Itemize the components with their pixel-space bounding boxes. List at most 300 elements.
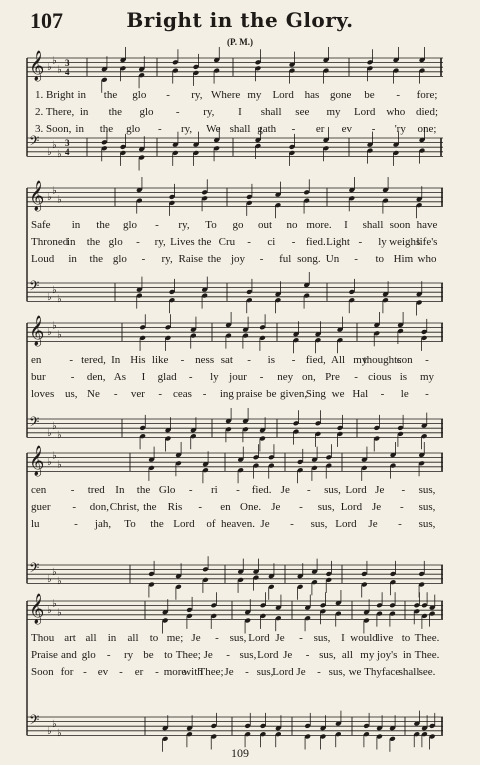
lyric-syllable: Soon [31, 666, 54, 679]
music-system [27, 445, 443, 589]
lyric-syllable: weighs [389, 236, 421, 249]
lyric-syllable: be [143, 649, 154, 662]
lyric-syllable: I [341, 632, 345, 645]
lyric-syllable: er [315, 123, 325, 136]
staff [27, 560, 443, 587]
lyric-syllable: ry, [161, 253, 173, 266]
lyric-syllable: to [164, 649, 173, 662]
lyric-syllable: for [60, 666, 74, 679]
notes [136, 177, 423, 218]
lyric-syllable: His [130, 354, 146, 367]
lyric-syllable: - [425, 354, 429, 367]
lyric-syllable: glo [126, 123, 141, 136]
bass-clef: 𝄢 [29, 278, 40, 297]
lyric-line-verse-2 [27, 105, 443, 120]
lyric-syllable: - [119, 666, 123, 679]
treble-clef: 𝄞 [29, 51, 45, 81]
flat-sign: ♭ [57, 329, 62, 341]
lyric-syllable: life's [416, 236, 438, 249]
lyric-syllable: To [205, 219, 217, 232]
lyric-syllable: - [259, 371, 264, 384]
bass-clef: 𝄢 [29, 712, 40, 731]
lyric-line-verse-2 [27, 235, 443, 250]
treble-clef: 𝄞 [29, 446, 45, 476]
lyric-syllable: glad [157, 371, 177, 384]
lyric-syllable: ry, [180, 123, 193, 136]
lyric-syllable: sus, [319, 649, 336, 662]
lyric-syllable: sus, [418, 501, 436, 514]
flat-sign: ♭ [47, 146, 52, 158]
lyric-line-verse-1 [27, 631, 443, 646]
flat-sign: ♭ [57, 576, 62, 588]
flat-sign: ♭ [47, 192, 52, 204]
lyric-syllable: 2. There, [35, 106, 75, 119]
lyric-syllable: sus, [418, 484, 436, 497]
bass-clef: 𝄢 [29, 414, 40, 433]
lyric-syllable: ci [267, 236, 276, 249]
lyric-syllable: Lord [248, 632, 270, 645]
flat-sign: ♭ [57, 430, 62, 442]
lyric-syllable: sus, [324, 484, 341, 497]
lyric-syllable: - [166, 89, 170, 102]
lyric-syllable: 3. Soon, [35, 123, 72, 136]
lyric-syllable: live [376, 632, 394, 645]
meter-label: (P. M.) [227, 37, 253, 47]
lyric-syllable: who [417, 253, 437, 266]
lyric-syllable: Ne [87, 388, 100, 401]
lyric-syllable: don, [89, 501, 110, 514]
lyric-syllable: ver [130, 388, 145, 401]
notes [148, 442, 425, 483]
lyric-syllable: - [70, 484, 75, 497]
lyric-syllable: glo [81, 649, 96, 662]
lyric-syllable: ry, [178, 219, 190, 232]
lyric-syllable: art [64, 632, 76, 645]
lyric-syllable: ry, [191, 89, 203, 102]
notes [136, 272, 423, 316]
flat-sign: ♭ [47, 605, 52, 617]
lyric-syllable: ness [195, 354, 215, 367]
notes [162, 590, 436, 634]
lyric-syllable: - [291, 236, 296, 249]
lyric-syllable: - [175, 106, 180, 119]
lyric-line-verse-3 [27, 122, 443, 137]
lyric-syllable: is [399, 371, 408, 384]
lyric-syllable: - [215, 632, 219, 645]
staff [27, 278, 443, 305]
lyric-syllable: Lord [257, 649, 279, 662]
lyric-line-verse-1 [27, 483, 443, 498]
lyric-syllable: 1. Bright [35, 89, 75, 102]
lyric-syllable: in [402, 649, 412, 662]
lyric-syllable: and [60, 649, 77, 662]
lyric-line-verse-1 [27, 88, 443, 103]
lyric-syllable: den, [86, 371, 106, 384]
lyric-syllable: - [113, 388, 118, 401]
staff [27, 593, 443, 625]
lyric-syllable: - [155, 219, 159, 232]
lyric-syllable: the [108, 106, 123, 119]
lyric-syllable: - [188, 484, 193, 497]
lyric-syllable: my [360, 649, 375, 662]
flat-sign: ♭ [52, 566, 57, 578]
lyric-syllable: To [124, 518, 136, 531]
lyric-syllable: Hal [352, 388, 369, 401]
lyric-syllable: Thee; [175, 649, 201, 662]
lyric-syllable: see. [418, 666, 436, 679]
lyric-syllable: - [106, 649, 111, 662]
lyric-syllable: Thee. [414, 649, 440, 662]
treble-clef: 𝄞 [29, 594, 45, 624]
lyric-syllable: the [96, 219, 110, 232]
lyric-syllable: heaven. [221, 518, 255, 531]
bass-clef: 𝄢 [29, 133, 40, 152]
lyric-syllable: - [398, 518, 402, 531]
lyric-syllable: more. [306, 219, 332, 232]
lyric-syllable: Raise [178, 253, 203, 266]
lyric-syllable: cious [368, 371, 392, 384]
lyric-syllable: go [232, 219, 244, 232]
time-signature: 3 [65, 58, 70, 68]
lyric-syllable: ry [123, 649, 134, 662]
lyric-syllable: one; [417, 123, 437, 136]
lyric-syllable: to [375, 253, 385, 266]
lyric-syllable: Un [325, 253, 340, 266]
lyric-syllable: sus, [310, 518, 328, 531]
staff [27, 445, 443, 477]
lyric-syllable: on, [302, 371, 316, 384]
lyric-syllable: like [151, 354, 169, 367]
lyric-syllable: no [286, 219, 298, 232]
lyric-syllable: Lord [340, 501, 363, 514]
lyric-syllable: to [149, 632, 159, 645]
lyric-syllable: Je [368, 518, 378, 531]
lyric-syllable: Pre [325, 371, 340, 384]
lyric-syllable: - [401, 484, 406, 497]
lyric-syllable: Lord [272, 666, 294, 679]
lyric-syllable: - [396, 89, 401, 102]
lyric-syllable: praise [235, 388, 263, 401]
lyric-syllable: ly [210, 371, 219, 384]
lyric-syllable: - [371, 123, 376, 136]
lyric-syllable: in [79, 106, 89, 119]
lyric-syllable: Him [393, 253, 414, 266]
lyric-syllable: in [66, 236, 76, 249]
lyric-syllable: joy [230, 253, 246, 266]
lyric-syllable: - [74, 518, 78, 531]
lyric-syllable: tred [87, 484, 105, 497]
lyric-syllable: song. [297, 253, 321, 266]
lyric-syllable: gath [257, 123, 277, 136]
lyric-line-verse-3 [27, 387, 443, 402]
music-system [27, 180, 443, 307]
lyric-syllable: - [291, 123, 296, 136]
flat-sign: ♭ [52, 320, 57, 332]
lyric-syllable: - [399, 501, 404, 514]
time-signature: 3 [65, 138, 70, 148]
lyric-syllable: the [136, 484, 151, 497]
lyric-syllable: - [226, 649, 230, 662]
lyric-syllable: - [158, 123, 162, 136]
lyric-syllable: the [207, 253, 222, 266]
lyric-syllable: Je [372, 501, 382, 514]
flat-sign: ♭ [57, 294, 62, 306]
time-signature: 4 [65, 67, 70, 77]
lyric-syllable: the [86, 236, 101, 249]
lyric-syllable: sat [220, 354, 233, 367]
flat-sign: ♭ [57, 459, 62, 471]
lyric-syllable: - [380, 388, 385, 401]
lyric-syllable: the [197, 236, 212, 249]
lyric-syllable: fied. [251, 484, 272, 497]
lyric-syllable: my [326, 106, 341, 119]
lyric-syllable: As [113, 371, 126, 384]
lyric-syllable: is [267, 354, 276, 367]
treble-clef: 𝄞 [29, 181, 45, 211]
lyric-syllable: would [350, 632, 378, 645]
lyric-syllable: of [206, 518, 216, 531]
lyric-line-verse-1 [27, 218, 443, 233]
lyric-syllable: glo [108, 236, 123, 249]
lyric-syllable: with [183, 666, 203, 679]
lyric-syllable: loves [31, 388, 55, 401]
lyric-syllable: glo [112, 253, 127, 266]
lyric-syllable: my [247, 89, 262, 102]
lyric-syllable: Je [271, 501, 281, 514]
lyric-syllable: glo [139, 106, 154, 119]
lyric-syllable: - [83, 666, 87, 679]
lyric-syllable: sus, [418, 518, 436, 531]
lyric-syllable: con [396, 354, 413, 367]
lyric-syllable: face [381, 666, 401, 679]
lyric-syllable: - [136, 236, 140, 249]
lyric-syllable: in [107, 632, 117, 645]
lyric-syllable: fied. [305, 236, 326, 249]
lyric-syllable: One. [240, 501, 262, 514]
lyric-syllable: In [115, 484, 125, 497]
lyric-syllable: sus, [313, 632, 331, 645]
hymn-number: 107 [30, 8, 63, 33]
flat-sign: ♭ [57, 149, 62, 161]
lyric-syllable: Light [326, 236, 350, 249]
notes [101, 47, 425, 93]
lyric-syllable: - [72, 501, 77, 514]
lyric-line-verse-2 [27, 648, 443, 663]
lyric-syllable: I [344, 219, 348, 232]
lyric-syllable: out [257, 219, 273, 232]
lyric-syllable: Lord [335, 518, 357, 531]
lyric-syllable: Thee. [414, 632, 440, 645]
lyric-syllable: ful [279, 253, 292, 266]
flat-sign: ♭ [47, 327, 52, 339]
lyric-syllable: Praise [31, 649, 58, 662]
flat-sign: ♭ [57, 728, 62, 740]
flat-sign: ♭ [57, 607, 62, 619]
lyric-line-verse-1 [27, 353, 443, 368]
music-system [27, 593, 443, 741]
lyric-syllable: 'ry [394, 123, 406, 136]
lyric-syllable: - [247, 236, 251, 249]
lyric-syllable: fied, [305, 354, 326, 367]
notes [139, 312, 427, 353]
lyric-syllable: we [331, 388, 345, 401]
lyric-syllable: thoughts [363, 354, 402, 367]
lyric-syllable: - [158, 388, 163, 401]
lyric-syllable: be [266, 388, 277, 401]
lyric-syllable: the [89, 253, 103, 266]
lyric-syllable: lu [31, 518, 40, 531]
lyric-syllable: in [71, 219, 81, 232]
lyric-syllable: we [348, 666, 362, 679]
lyric-syllable: ing [219, 388, 234, 401]
lyric-syllable: Cru [218, 236, 236, 249]
lyric-syllable: ney [277, 371, 294, 384]
lyric-syllable: Thee; [198, 666, 224, 679]
lyric-syllable: le [400, 388, 409, 401]
lyric-syllable: - [245, 666, 249, 679]
lyric-syllable: the [150, 518, 164, 531]
hymn-title: Bright in the Glory. [126, 8, 354, 32]
lyric-syllable: me; [166, 632, 184, 645]
staff [27, 50, 443, 82]
lyric-syllable: - [236, 484, 240, 497]
lyric-syllable: guer [31, 501, 51, 514]
lyric-syllable: in [77, 89, 87, 102]
lyric-syllable: Safe [31, 219, 51, 232]
flat-sign: ♭ [47, 457, 52, 469]
flat-sign: ♭ [47, 291, 52, 303]
lyric-syllable: Je [283, 649, 293, 662]
lyric-syllable: Where [210, 89, 241, 102]
lyric-syllable: the [99, 123, 114, 136]
flat-sign: ♭ [52, 718, 57, 730]
lyric-syllable: Thy [364, 666, 382, 679]
flat-sign: ♭ [52, 598, 57, 610]
lyric-syllable: all [85, 632, 97, 645]
lyric-syllable: Lord [345, 484, 367, 497]
lyric-syllable: - [291, 354, 296, 367]
lyric-syllable: Je [203, 649, 213, 662]
lyric-syllable: my [353, 354, 368, 367]
lyric-syllable: shall [362, 219, 384, 232]
lyric-syllable: glo [132, 89, 147, 102]
flat-sign: ♭ [52, 139, 57, 151]
lyric-syllable: Je [375, 484, 385, 497]
lyric-syllable: soon [389, 219, 411, 232]
lyric-syllable: in [68, 253, 77, 266]
flat-sign: ♭ [52, 185, 57, 197]
lyric-syllable: Throned [31, 236, 69, 249]
music-system [27, 50, 443, 162]
flat-sign: ♭ [57, 64, 62, 76]
lyric-syllable: Lord [272, 89, 294, 102]
lyric-syllable: Je [280, 484, 290, 497]
flat-sign: ♭ [52, 420, 57, 432]
lyric-syllable: be [364, 89, 375, 102]
lyric-syllable: to [401, 632, 411, 645]
page-number: 109 [231, 746, 249, 760]
lyric-syllable: Je [275, 632, 285, 645]
lyric-syllable: Sing [305, 388, 326, 401]
flat-sign: ♭ [57, 194, 62, 206]
lyric-line-verse-3 [27, 252, 443, 267]
lyric-syllable: - [290, 518, 294, 531]
lyric-line-verse-3 [27, 517, 443, 532]
lyric-syllable: all [341, 649, 353, 662]
lyric-syllable: Christ, [109, 501, 140, 514]
flat-sign: ♭ [47, 725, 52, 737]
lyric-syllable: Thou [31, 632, 55, 645]
lyric-syllable: Lord [173, 518, 195, 531]
lyric-syllable: Ris [167, 501, 183, 514]
lyric-syllable: - [69, 354, 74, 367]
lyric-syllable: sus, [229, 632, 247, 645]
lyric-syllable: Je [260, 518, 270, 531]
lyric-syllable: died; [416, 106, 438, 119]
lyric-syllable: jour [229, 371, 247, 384]
lyric-syllable: Je [296, 666, 306, 679]
lyric-syllable: us, [64, 388, 78, 401]
lyric-syllable: - [317, 666, 321, 679]
lyric-syllable: have [416, 219, 438, 232]
staff [27, 180, 443, 212]
lyric-syllable: - [70, 371, 75, 384]
lyric-syllable: er [134, 666, 144, 679]
lyric-syllable: ry, [154, 236, 166, 249]
lyric-syllable: Loud [31, 253, 55, 266]
lyric-syllable: ri [211, 484, 218, 497]
lyric-syllable: shall [398, 666, 420, 679]
lyric-syllable: shall [260, 106, 282, 119]
lyric-syllable: - [358, 236, 363, 249]
lyric-syllable: sus, [328, 666, 346, 679]
lyric-syllable: cen [31, 484, 47, 497]
lyric-syllable: bur [31, 371, 46, 384]
lyric-syllable: who [386, 106, 406, 119]
lyric-syllable: given, [279, 388, 308, 401]
lyric-syllable: ry, [203, 106, 215, 119]
staff [27, 315, 443, 347]
lyric-syllable: - [188, 371, 193, 384]
lyric-syllable: shall [229, 123, 251, 136]
lyric-syllable: - [299, 632, 303, 645]
lyric-line-verse-2 [27, 370, 443, 385]
lyric-syllable: sus, [317, 501, 335, 514]
bass-clef: 𝄢 [29, 560, 40, 579]
lyric-syllable: - [155, 666, 159, 679]
lyric-syllable: en [220, 501, 231, 514]
lyric-syllable: ceas [172, 388, 192, 401]
lyric-syllable: - [354, 371, 358, 384]
lyric-syllable: - [305, 649, 310, 662]
flat-sign: ♭ [52, 450, 57, 462]
lyric-syllable: joy's [377, 649, 398, 662]
lyric-syllable: - [259, 253, 264, 266]
flat-sign: ♭ [52, 284, 57, 296]
lyric-syllable: fore; [416, 89, 438, 102]
lyric-line-verse-3 [27, 665, 443, 680]
lyric-syllable: - [141, 253, 146, 266]
lyric-syllable: ev [97, 666, 109, 679]
lyric-syllable: - [202, 388, 207, 401]
flat-sign: ♭ [52, 55, 57, 67]
flat-sign: ♭ [47, 427, 52, 439]
lyric-syllable: all [127, 632, 139, 645]
treble-clef: 𝄞 [29, 316, 45, 346]
lyric-syllable: Lives [170, 236, 195, 249]
lyric-syllable: the [103, 89, 118, 102]
lyric-syllable: more [163, 666, 187, 679]
